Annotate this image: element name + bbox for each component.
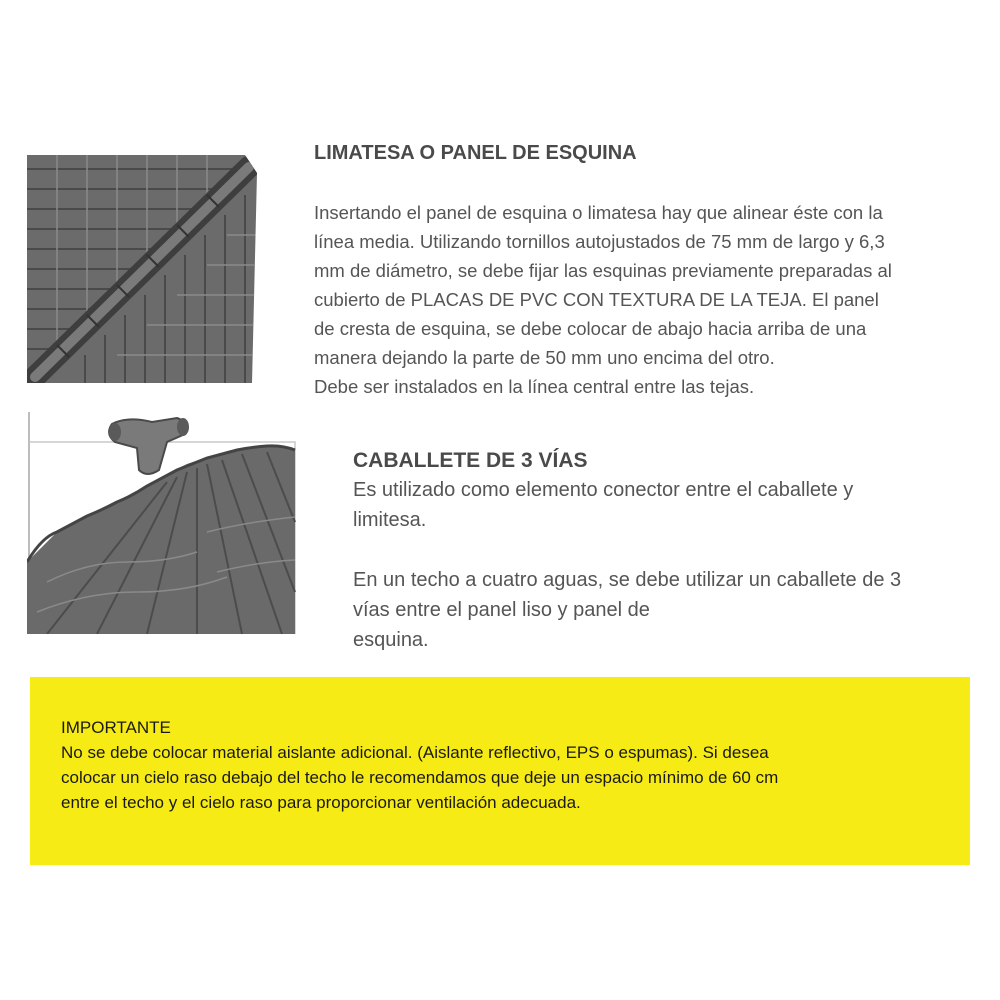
limatesa-section (314, 140, 984, 401)
limatesa-illustration (27, 155, 257, 383)
limatesa-line: Insertando el panel de esquina o limatesa hay que alinear éste con la (314, 202, 883, 223)
caballete-line: vías entre el panel liso y panel de (353, 599, 650, 621)
roof-corner-icon (27, 155, 257, 383)
limatesa-line: cubierto de PLACAS DE PVC CON TEXTURA DE LA TEJA. El panel (314, 289, 879, 310)
caballete-line: Es utilizado como elemento conector entre el caballete y (353, 479, 854, 501)
caballete-paragraph-2 (353, 565, 983, 655)
caballete-heading: CABALLETE DE 3 VÍAS (353, 449, 588, 472)
limatesa-heading: LIMATESA O PANEL DE ESQUINA (314, 142, 637, 164)
caballete-line: limitesa. (353, 509, 427, 531)
limatesa-line: de cresta de esquina, se debe colocar de abajo hacia arriba de una (314, 318, 867, 339)
caballete-illustration (27, 412, 297, 634)
important-line: No se debe colocar material aislante adicional. (Aislante reflectivo, EPS o espumas). Si desea (61, 743, 769, 762)
important-notice-text (61, 715, 951, 815)
important-notice (30, 677, 970, 865)
limatesa-paragraph (314, 198, 984, 401)
caballete-paragraph-1 (353, 475, 983, 535)
important-line: colocar un cielo raso debajo del techo le recomendamos que deje un espacio mínimo de 60 cm (61, 768, 779, 787)
limatesa-line: mm de diámetro, se debe fijar las esquinas previamente preparadas al (314, 260, 892, 281)
three-way-ridge-icon (27, 412, 297, 634)
caballete-section (353, 447, 983, 655)
limatesa-line: línea media. Utilizando tornillos autojustados de 75 mm de largo y 6,3 (314, 231, 885, 252)
important-line: entre el techo y el cielo raso para proporcionar ventilación adecuada. (61, 793, 581, 812)
caballete-line: En un techo a cuatro aguas, se debe utilizar un caballete de 3 (353, 569, 902, 591)
caballete-line: esquina. (353, 629, 429, 651)
limatesa-line: manera dejando la parte de 50 mm uno encima del otro. (314, 347, 775, 368)
limatesa-line: Debe ser instalados en la línea central entre las tejas. (314, 376, 755, 397)
important-title: IMPORTANTE (61, 718, 171, 737)
